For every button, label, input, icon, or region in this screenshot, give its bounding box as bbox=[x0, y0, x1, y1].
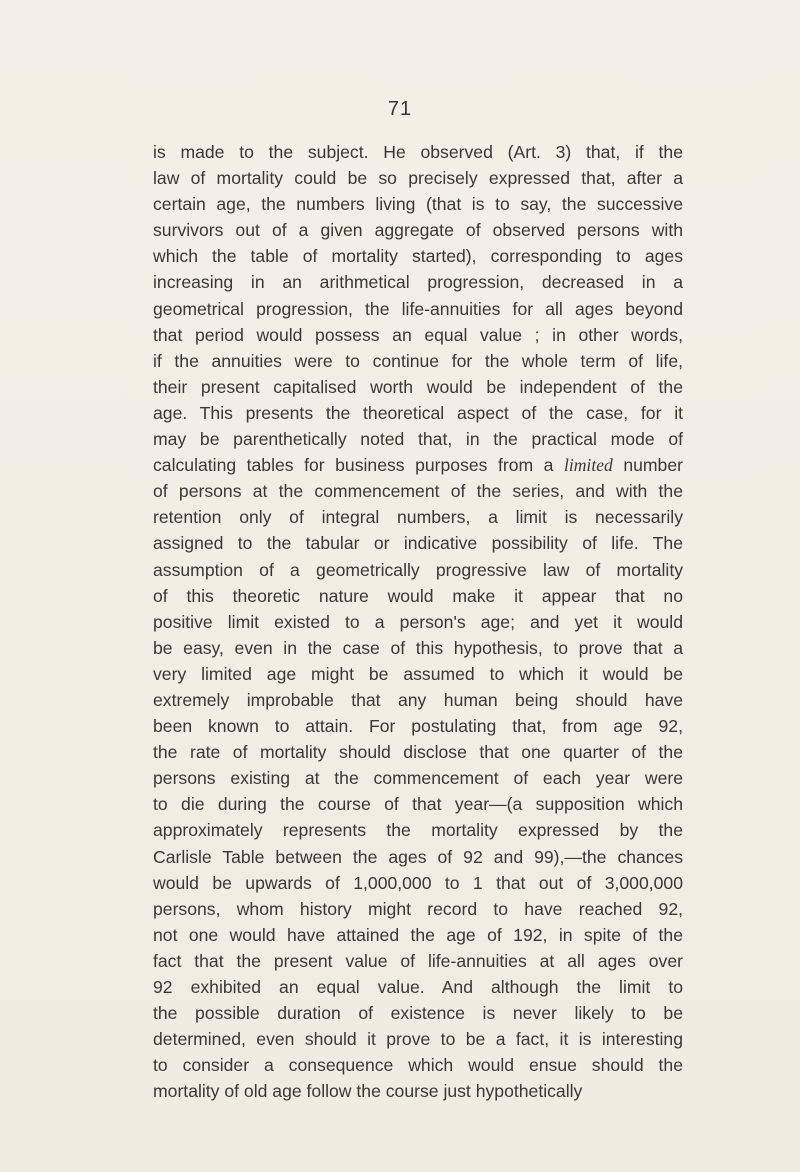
text-line bbox=[153, 687, 683, 713]
text-line bbox=[153, 1000, 683, 1026]
text-line bbox=[153, 400, 683, 426]
text-line-content: approximately represents the mortality expressed by the bbox=[153, 820, 683, 841]
text-line-content: the possible duration of existence is never likely to be bbox=[153, 1003, 683, 1024]
text-line-content: certain age, the numbers living (that is to say, the successive bbox=[153, 194, 683, 215]
text-line-content: geometrical progression, the life-annuities for all ages beyond bbox=[153, 298, 683, 319]
text-line-content: to die during the course of that year—(a supposition which bbox=[153, 794, 683, 815]
text-line-content: of this theoretic nature would make it appear that no bbox=[153, 585, 683, 606]
text-line-content: retention only of integral numbers, a limit is necessarily bbox=[153, 507, 683, 528]
text-line-content: not one would have attained the age of 192, in spite of the bbox=[153, 924, 683, 945]
text-line bbox=[153, 635, 683, 661]
text-line bbox=[153, 217, 683, 243]
text-line bbox=[153, 583, 683, 609]
text-line bbox=[153, 870, 683, 896]
text-line-content: very limited age might be assumed to which it would be bbox=[153, 663, 683, 684]
text-line bbox=[153, 1026, 683, 1052]
text-line-content: extremely improbable that any human being should have bbox=[153, 689, 683, 710]
text-line bbox=[153, 844, 683, 870]
text-line bbox=[153, 1052, 683, 1078]
text-line bbox=[153, 296, 683, 322]
text-line-content: assumption of a geometrically progressive law of mortality bbox=[153, 559, 683, 580]
text-line-content: would be upwards of 1,000,000 to 1 that out of 3,000,000 bbox=[153, 872, 683, 893]
text-line bbox=[153, 817, 683, 843]
text-line-content: positive limit existed to a person's age; and yet it would bbox=[153, 611, 683, 632]
text-line-content: Carlisle Table between the ages of 92 and 99),—the chances bbox=[153, 846, 683, 867]
text-line bbox=[153, 739, 683, 765]
text-line bbox=[153, 948, 683, 974]
text-line bbox=[153, 791, 683, 817]
text-line bbox=[153, 896, 683, 922]
text-line-content: is made to the subject. He observed (Art. 3) that, if the bbox=[153, 142, 683, 162]
text-line bbox=[153, 922, 683, 948]
text-line bbox=[153, 269, 683, 295]
text-line bbox=[153, 322, 683, 348]
text-line bbox=[153, 713, 683, 739]
text-line bbox=[153, 165, 683, 191]
text-line bbox=[153, 374, 683, 400]
text-line bbox=[153, 504, 683, 530]
text-line-content: increasing in an arithmetical progression, decreased in a bbox=[153, 272, 683, 293]
text-line-content: persons, whom history might record to have reached 92, bbox=[153, 898, 683, 919]
text-line bbox=[153, 557, 683, 583]
text-line-content: law of mortality could be so precisely expressed that, after a bbox=[153, 168, 683, 189]
italic-emphasis: limited bbox=[563, 455, 613, 476]
text-line bbox=[153, 426, 683, 452]
text-line-content: their present capitalised worth would be independent of the bbox=[153, 376, 683, 397]
text-line bbox=[153, 348, 683, 374]
text-line bbox=[153, 243, 683, 269]
text-line-content: which the table of mortality started), corresponding to ages bbox=[153, 246, 683, 267]
text-line-content: assigned to the tabular or indicative possibility of life. The bbox=[153, 533, 683, 554]
body-paragraph bbox=[153, 139, 683, 1104]
text-line bbox=[153, 1078, 683, 1104]
text-line bbox=[153, 974, 683, 1000]
text-line bbox=[153, 609, 683, 635]
text-line-content: the rate of mortality should disclose that one quarter of the bbox=[153, 742, 683, 763]
text-line-content: survivors out of a given aggregate of observed persons with bbox=[153, 220, 683, 241]
text-line bbox=[153, 478, 683, 504]
text-line bbox=[153, 191, 683, 217]
page-number: 71 bbox=[387, 98, 413, 120]
text-line-content: age. This presents the theoretical aspect of the case, for it bbox=[153, 402, 683, 423]
text-line-content: number bbox=[612, 455, 683, 476]
text-line bbox=[153, 661, 683, 687]
text-line-content: determined, even should it prove to be a fact, it is interesting bbox=[153, 1029, 683, 1050]
text-line-content: of persons at the commencement of the series, and with the bbox=[153, 481, 683, 502]
text-line bbox=[153, 530, 683, 556]
text-line-content: calculating tables for business purposes from a bbox=[153, 455, 564, 476]
text-line-content: mortality of old age follow the course just hypothetically bbox=[153, 1081, 583, 1102]
text-line bbox=[153, 765, 683, 791]
text-line bbox=[153, 139, 683, 165]
text-line-content: if the annuities were to continue for the whole term of life, bbox=[153, 350, 683, 371]
text-line bbox=[153, 452, 683, 478]
text-line-content: may be parenthetically noted that, in the practical mode of bbox=[153, 429, 683, 450]
text-line-content: be easy, even in the case of this hypothesis, to prove that a bbox=[153, 637, 683, 658]
text-line-content: been known to attain. For postulating that, from age 92, bbox=[153, 716, 683, 737]
text-line-content: that period would possess an equal value ; in other words, bbox=[153, 324, 683, 345]
text-line-content: to consider a consequence which would ensue should the bbox=[153, 1055, 683, 1076]
text-line-content: fact that the present value of life-annuities at all ages over bbox=[153, 950, 683, 971]
text-line-content: 92 exhibited an equal value. And although the limit to bbox=[153, 977, 683, 997]
text-line-content: persons existing at the commencement of each year were bbox=[153, 768, 683, 789]
